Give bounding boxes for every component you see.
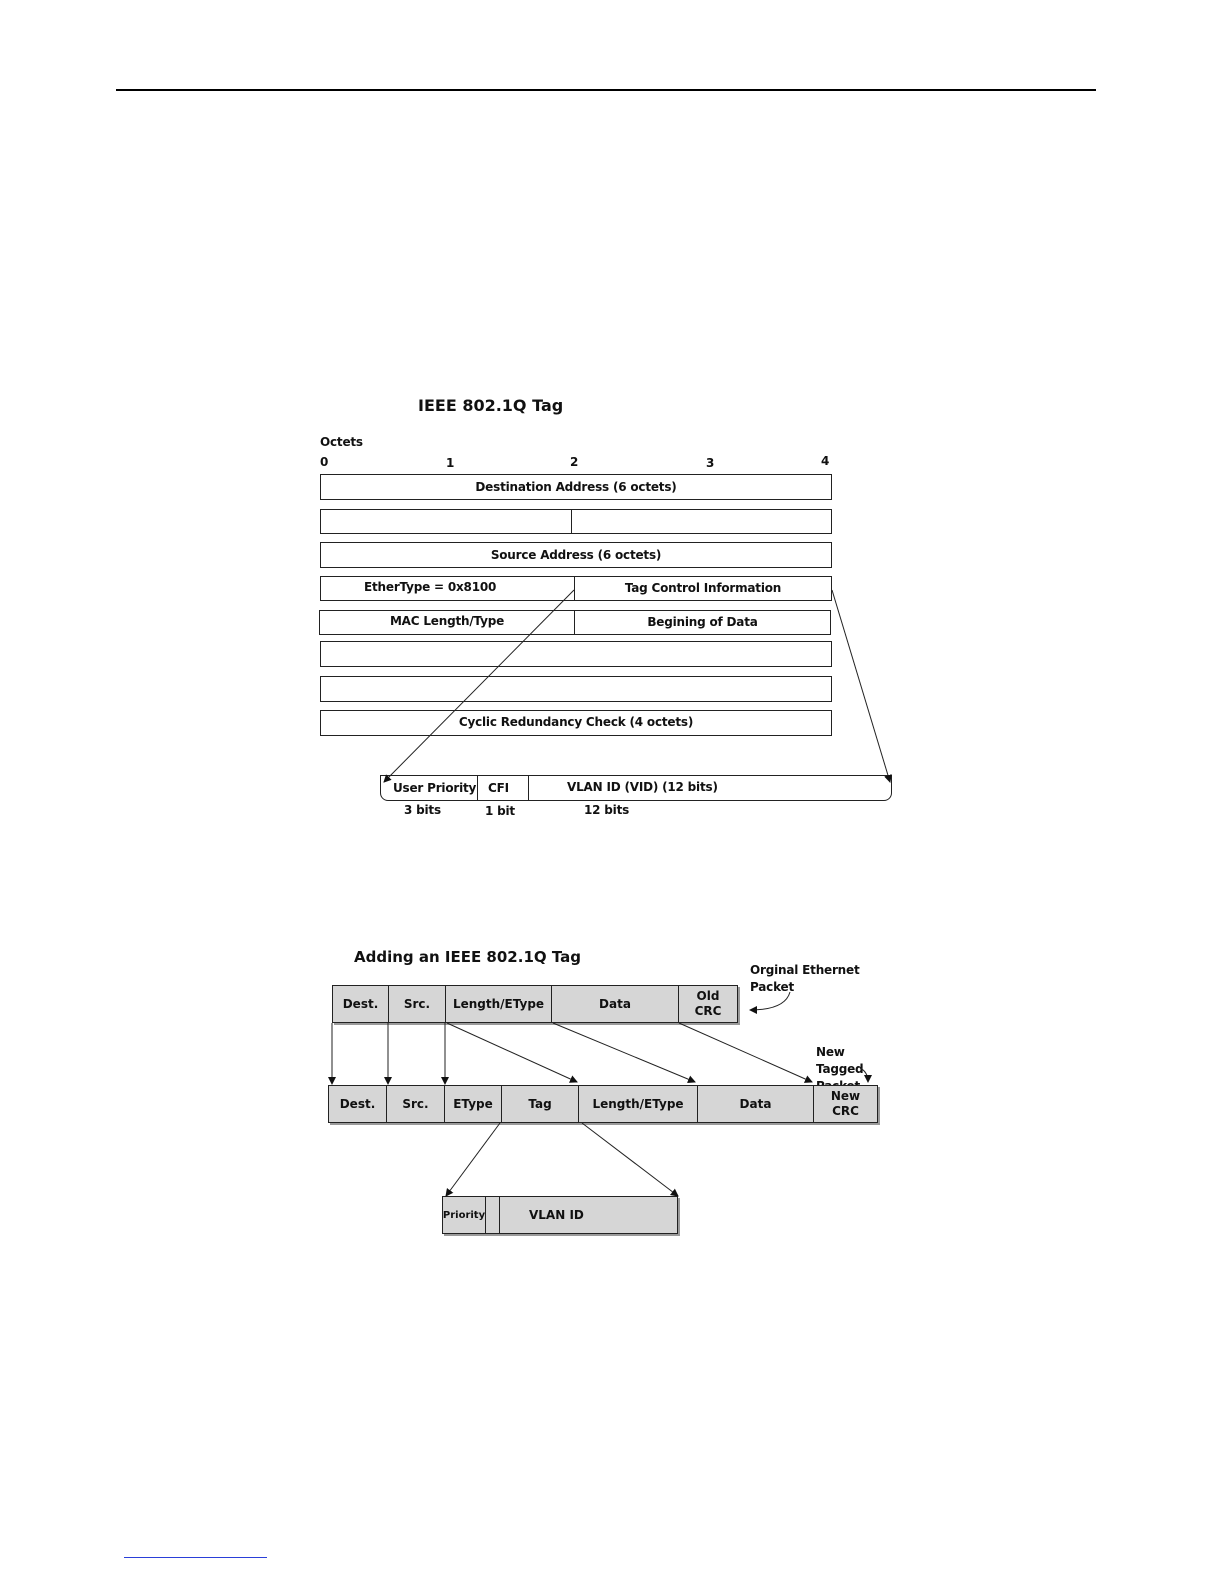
octet-tick-4: 4 xyxy=(821,454,830,468)
length-shift-arrow xyxy=(447,1023,577,1082)
new-etype-label: EType xyxy=(453,1097,493,1111)
diagram2-title: Adding an IEEE 802.1Q Tag xyxy=(354,948,582,966)
begin-data-label: Begining of Data xyxy=(647,615,758,629)
crc-label: Cyclic Redundancy Check (4 octets) xyxy=(458,715,694,729)
tag-left-connector xyxy=(446,1123,500,1196)
new-data-label: Data xyxy=(739,1097,772,1111)
tag-vlan-label: VLAN ID xyxy=(529,1208,584,1222)
tci-right-connector xyxy=(832,590,890,782)
cfi-bits: 1 bit xyxy=(485,804,515,818)
new-packet-label: New Tagged xyxy=(816,1045,864,1076)
footer-link-underline xyxy=(124,1557,267,1558)
destination-address-label: Destination Address (6 octets) xyxy=(475,480,677,494)
octets-label: Octets xyxy=(320,435,363,449)
octet-tick-2: 2 xyxy=(570,455,579,469)
original-packet-label: Orginal Ethernet Packet xyxy=(750,963,860,994)
crc-shift-arrow xyxy=(679,1023,812,1082)
user-priority-bits: 3 bits xyxy=(404,803,441,817)
octet-tick-1: 1 xyxy=(446,456,455,470)
octet-tick-3: 3 xyxy=(706,456,715,470)
source-address-label: Source Address (6 octets) xyxy=(490,548,662,562)
orig-src-label: Src. xyxy=(403,997,431,1011)
octet-tick-0: 0 xyxy=(320,455,329,469)
new-tag-label: Tag xyxy=(528,1097,552,1111)
cfi-field: CFI xyxy=(488,781,509,795)
tag-control-label: Tag Control Information xyxy=(624,581,782,595)
vlan-id-bits: 12 bits xyxy=(584,803,630,817)
orig-data-label: Data xyxy=(599,997,631,1011)
new-length-etype-label: Length/EType xyxy=(592,1097,684,1111)
user-priority-field: User Priority xyxy=(393,781,477,795)
vlan-id-field: VLAN ID (VID) (12 bits) xyxy=(567,780,718,794)
data-shift-arrow xyxy=(553,1023,695,1082)
tag-right-connector xyxy=(582,1123,678,1196)
original-callout-arrow xyxy=(750,992,790,1010)
tag-priority-label: Priority xyxy=(442,1209,486,1221)
mac-length-label: MAC Length/Type xyxy=(389,614,505,628)
diagram1-title: IEEE 802.1Q Tag xyxy=(418,396,564,415)
new-crc-label: New CRC xyxy=(830,1089,861,1118)
orig-length-etype-label: Length/EType xyxy=(452,997,545,1011)
ethertype-label: EtherType = 0x8100 xyxy=(364,580,497,594)
new-dest-label: Dest. xyxy=(339,1097,376,1111)
new-callout-arrow xyxy=(860,1068,868,1082)
new-src-label: Src. xyxy=(402,1097,429,1111)
tci-left-connector xyxy=(384,590,574,782)
orig-dest-label: Dest. xyxy=(342,997,379,1011)
orig-crc-label: Old CRC xyxy=(694,989,722,1018)
